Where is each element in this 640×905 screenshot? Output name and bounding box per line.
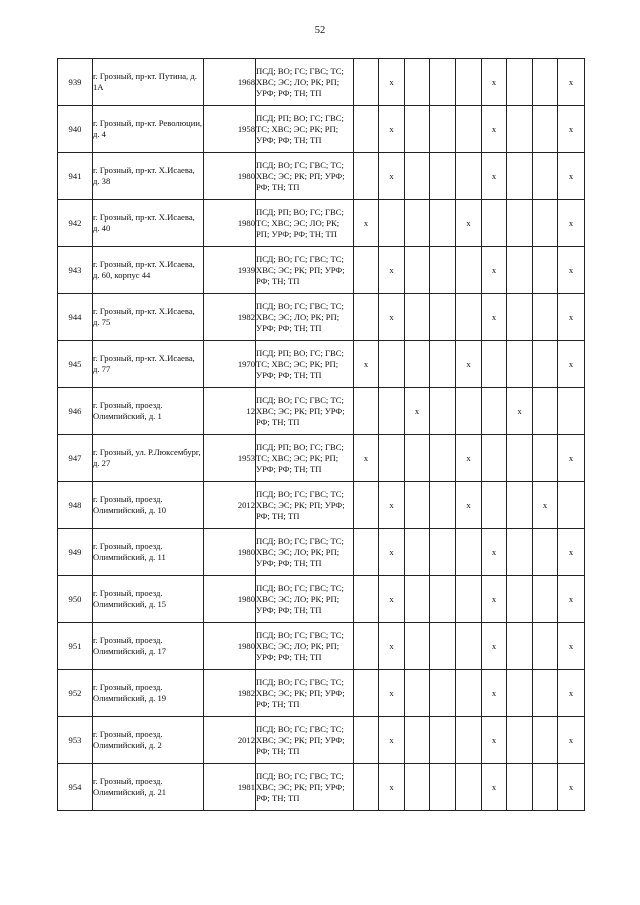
mark-cell: x [379, 529, 405, 576]
mark-cell [482, 200, 507, 247]
mark-cell [558, 482, 585, 529]
table-row [58, 106, 585, 153]
mark-cell [507, 435, 533, 482]
year-cell: 1981 [204, 764, 256, 811]
year-cell: 1970 [204, 341, 256, 388]
address-cell: г. Грозный, пр-кт. Х.Исаева, д. 75 [93, 294, 204, 341]
table-row [58, 435, 585, 482]
mark-cell: x [558, 529, 585, 576]
year-cell: 1968 [204, 59, 256, 106]
mark-cell: x [558, 764, 585, 811]
mark-cell: x [379, 623, 405, 670]
mark-cell [482, 388, 507, 435]
mark-cell [379, 200, 405, 247]
address-cell: г. Грозный, проезд. Олимпийский, д. 17 [93, 623, 204, 670]
mark-cell [533, 576, 558, 623]
mark-cell [405, 106, 430, 153]
mark-cell [507, 623, 533, 670]
mark-cell [430, 482, 456, 529]
row-number-cell: 942 [58, 200, 93, 247]
mark-cell: x [379, 717, 405, 764]
row-number-cell: 944 [58, 294, 93, 341]
mark-cell [354, 294, 379, 341]
mark-cell [354, 59, 379, 106]
year-cell: 12 [204, 388, 256, 435]
services-cell: ПСД; ВО; ГС; ГВС; ТС; ХВС; ЭС; РК; РП; УРФ; РФ; ТН; ТП [256, 764, 354, 811]
mark-cell [533, 764, 558, 811]
mark-cell [354, 247, 379, 294]
mark-cell [533, 106, 558, 153]
mark-cell: x [379, 482, 405, 529]
row-number-cell: 949 [58, 529, 93, 576]
address-cell: г. Грозный, проезд. Олимпийский, д. 11 [93, 529, 204, 576]
address-cell: г. Грозный, пр-кт. Путина, д. 1А [93, 59, 204, 106]
mark-cell: x [456, 341, 482, 388]
table-row [58, 529, 585, 576]
register-table [57, 58, 585, 811]
mark-cell [379, 341, 405, 388]
year-cell: 1958 [204, 106, 256, 153]
mark-cell: x [558, 106, 585, 153]
mark-cell [533, 435, 558, 482]
mark-cell [456, 623, 482, 670]
services-cell: ПСД; ВО; ГС; ГВС; ТС; ХВС; ЭС; РК; РП; УРФ; РФ; ТН; ТП [256, 717, 354, 764]
mark-cell [430, 717, 456, 764]
mark-cell [405, 529, 430, 576]
row-number-cell: 943 [58, 247, 93, 294]
mark-cell [430, 764, 456, 811]
services-cell: ПСД; ВО; ГС; ГВС; ТС; ХВС; ЭС; РК; РП; УРФ; РФ; ТН; ТП [256, 482, 354, 529]
mark-cell [533, 247, 558, 294]
row-number-cell: 948 [58, 482, 93, 529]
mark-cell: x [482, 576, 507, 623]
mark-cell: x [354, 341, 379, 388]
mark-cell [430, 153, 456, 200]
mark-cell [354, 106, 379, 153]
mark-cell [430, 435, 456, 482]
services-cell: ПСД; ВО; ГС; ГВС; ТС; ХВС; ЭС; РК; РП; УРФ; РФ; ТН; ТП [256, 153, 354, 200]
page-number: 52 [314, 25, 326, 36]
services-cell: ПСД; ВО; ГС; ГВС; ТС; ХВС; ЭС; ЛО; РК; РП; УРФ; РФ; ТН; ТП [256, 59, 354, 106]
mark-cell [533, 717, 558, 764]
mark-cell [456, 576, 482, 623]
mark-cell [533, 153, 558, 200]
mark-cell [354, 764, 379, 811]
row-number-cell: 945 [58, 341, 93, 388]
mark-cell: x [482, 59, 507, 106]
mark-cell [430, 388, 456, 435]
mark-cell: x [379, 294, 405, 341]
table-row [58, 294, 585, 341]
row-number-cell: 940 [58, 106, 93, 153]
mark-cell [430, 294, 456, 341]
mark-cell: x [379, 59, 405, 106]
table-body [58, 59, 585, 811]
mark-cell: x [482, 764, 507, 811]
mark-cell: x [558, 59, 585, 106]
mark-cell: x [482, 247, 507, 294]
row-number-cell: 951 [58, 623, 93, 670]
year-cell: 2012 [204, 717, 256, 764]
mark-cell [405, 482, 430, 529]
mark-cell: x [482, 623, 507, 670]
address-cell: г. Грозный, проезд. Олимпийский, д. 2 [93, 717, 204, 764]
mark-cell [482, 482, 507, 529]
mark-cell: x [379, 153, 405, 200]
mark-cell [456, 529, 482, 576]
mark-cell [430, 200, 456, 247]
mark-cell [507, 294, 533, 341]
table-row [58, 59, 585, 106]
services-cell: ПСД; ВО; ГС; ГВС; ТС; ХВС; ЭС; ЛО; РК; РП; УРФ; РФ; ТН; ТП [256, 529, 354, 576]
mark-cell [507, 200, 533, 247]
mark-cell [405, 670, 430, 717]
mark-cell: x [379, 576, 405, 623]
mark-cell [533, 341, 558, 388]
mark-cell [507, 153, 533, 200]
mark-cell [558, 388, 585, 435]
mark-cell [405, 200, 430, 247]
mark-cell: x [482, 670, 507, 717]
mark-cell [456, 717, 482, 764]
address-cell: г. Грозный, пр-кт. Х.Исаева, д. 40 [93, 200, 204, 247]
mark-cell [430, 576, 456, 623]
mark-cell [354, 717, 379, 764]
mark-cell [456, 59, 482, 106]
address-cell: г. Грозный, проезд. Олимпийский, д. 1 [93, 388, 204, 435]
mark-cell: x [558, 153, 585, 200]
services-cell: ПСД; ВО; ГС; ГВС; ТС; ХВС; ЭС; ЛО; РК; РП; УРФ; РФ; ТН; ТП [256, 623, 354, 670]
year-cell: 1980 [204, 529, 256, 576]
mark-cell [533, 623, 558, 670]
mark-cell [354, 576, 379, 623]
row-number-cell: 939 [58, 59, 93, 106]
mark-cell [430, 106, 456, 153]
mark-cell [507, 764, 533, 811]
mark-cell [405, 341, 430, 388]
row-number-cell: 954 [58, 764, 93, 811]
services-cell: ПСД; ВО; ГС; ГВС; ТС; ХВС; ЭС; РК; РП; УРФ; РФ; ТН; ТП [256, 670, 354, 717]
mark-cell [405, 764, 430, 811]
year-cell: 1980 [204, 623, 256, 670]
mark-cell: x [379, 764, 405, 811]
mark-cell [456, 247, 482, 294]
mark-cell: x [354, 200, 379, 247]
mark-cell [533, 59, 558, 106]
mark-cell [354, 529, 379, 576]
address-cell: г. Грозный, проезд. Олимпийский, д. 21 [93, 764, 204, 811]
mark-cell: x [456, 435, 482, 482]
mark-cell: x [558, 623, 585, 670]
mark-cell [354, 623, 379, 670]
row-number-cell: 953 [58, 717, 93, 764]
mark-cell: x [558, 200, 585, 247]
table-row [58, 482, 585, 529]
mark-cell [507, 482, 533, 529]
table-row [58, 717, 585, 764]
address-cell: г. Грозный, проезд. Олимпийский, д. 10 [93, 482, 204, 529]
year-cell: 1982 [204, 670, 256, 717]
mark-cell [405, 153, 430, 200]
mark-cell: x [558, 717, 585, 764]
mark-cell [354, 482, 379, 529]
year-cell: 1939 [204, 247, 256, 294]
mark-cell [430, 529, 456, 576]
services-cell: ПСД; РП; ВО; ГС; ГВС; ТС; ХВС; ЭС; РК; РП; УРФ; РФ; ТН; ТП [256, 435, 354, 482]
address-cell: г. Грозный, пр-кт. Революции, д. 4 [93, 106, 204, 153]
mark-cell [507, 529, 533, 576]
row-number-cell: 946 [58, 388, 93, 435]
table-row [58, 341, 585, 388]
table-row [58, 200, 585, 247]
year-cell: 1953 [204, 435, 256, 482]
mark-cell [405, 294, 430, 341]
mark-cell [430, 623, 456, 670]
mark-cell [533, 670, 558, 717]
row-number-cell: 947 [58, 435, 93, 482]
address-cell: г. Грозный, ул. Р.Люксембург, д. 27 [93, 435, 204, 482]
mark-cell: x [558, 435, 585, 482]
mark-cell: x [456, 482, 482, 529]
mark-cell [430, 341, 456, 388]
mark-cell [507, 341, 533, 388]
mark-cell: x [558, 670, 585, 717]
mark-cell: x [482, 153, 507, 200]
mark-cell [379, 388, 405, 435]
services-cell: ПСД; РП; ВО; ГС; ГВС; ТС; ХВС; ЭС; РК; РП; УРФ; РФ; ТН; ТП [256, 341, 354, 388]
mark-cell: x [405, 388, 430, 435]
mark-cell [354, 388, 379, 435]
address-cell: г. Грозный, пр-кт. Х.Исаева, д. 38 [93, 153, 204, 200]
mark-cell: x [558, 341, 585, 388]
year-cell: 1982 [204, 294, 256, 341]
services-cell: ПСД; РП; ВО; ГС; ГВС; ТС; ХВС; ЭС; РК; РП; УРФ; РФ; ТН; ТП [256, 106, 354, 153]
row-number-cell: 941 [58, 153, 93, 200]
mark-cell [533, 200, 558, 247]
address-cell: г. Грозный, проезд. Олимпийский, д. 15 [93, 576, 204, 623]
mark-cell: x [456, 200, 482, 247]
services-cell: ПСД; РП; ВО; ГС; ГВС; ТС; ХВС; ЭС; ЛО; РК; РП; УРФ; РФ; ТН; ТП [256, 200, 354, 247]
mark-cell: x [558, 247, 585, 294]
mark-cell [430, 59, 456, 106]
year-cell: 1980 [204, 576, 256, 623]
mark-cell [430, 247, 456, 294]
mark-cell: x [379, 106, 405, 153]
mark-cell: x [354, 435, 379, 482]
mark-cell [482, 341, 507, 388]
mark-cell: x [482, 294, 507, 341]
mark-cell [456, 670, 482, 717]
table-row [58, 247, 585, 294]
mark-cell [456, 106, 482, 153]
mark-cell [533, 388, 558, 435]
services-cell: ПСД; ВО; ГС; ГВС; ТС; ХВС; ЭС; ЛО; РК; РП; УРФ; РФ; ТН; ТП [256, 294, 354, 341]
mark-cell: x [558, 576, 585, 623]
services-cell: ПСД; ВО; ГС; ГВС; ТС; ХВС; ЭС; ЛО; РК; РП; УРФ; РФ; ТН; ТП [256, 576, 354, 623]
year-cell: 1980 [204, 200, 256, 247]
mark-cell [405, 576, 430, 623]
mark-cell [354, 670, 379, 717]
mark-cell: x [482, 529, 507, 576]
address-cell: г. Грозный, проезд. Олимпийский, д. 19 [93, 670, 204, 717]
mark-cell [405, 59, 430, 106]
mark-cell [533, 529, 558, 576]
mark-cell [456, 764, 482, 811]
table-row [58, 764, 585, 811]
mark-cell [507, 106, 533, 153]
address-cell: г. Грозный, пр-кт. Х.Исаева, д. 77 [93, 341, 204, 388]
mark-cell [456, 153, 482, 200]
year-cell: 1980 [204, 153, 256, 200]
mark-cell: x [379, 670, 405, 717]
mark-cell [405, 435, 430, 482]
table-row [58, 670, 585, 717]
mark-cell [405, 247, 430, 294]
mark-cell [379, 435, 405, 482]
mark-cell: x [507, 388, 533, 435]
mark-cell [482, 435, 507, 482]
mark-cell: x [533, 482, 558, 529]
services-cell: ПСД; ВО; ГС; ГВС; ТС; ХВС; ЭС; РК; РП; УРФ; РФ; ТН; ТП [256, 247, 354, 294]
mark-cell [507, 59, 533, 106]
table-row [58, 388, 585, 435]
mark-cell [507, 717, 533, 764]
mark-cell: x [558, 294, 585, 341]
address-cell: г. Грозный, пр-кт. Х.Исаева, д. 60, корпус 44 [93, 247, 204, 294]
mark-cell [507, 247, 533, 294]
mark-cell [405, 717, 430, 764]
year-cell: 2012 [204, 482, 256, 529]
mark-cell [405, 623, 430, 670]
mark-cell: x [482, 717, 507, 764]
mark-cell [430, 670, 456, 717]
mark-cell [507, 670, 533, 717]
row-number-cell: 950 [58, 576, 93, 623]
mark-cell [456, 294, 482, 341]
mark-cell [456, 388, 482, 435]
table-row [58, 623, 585, 670]
mark-cell [354, 153, 379, 200]
table-row [58, 576, 585, 623]
mark-cell: x [482, 106, 507, 153]
mark-cell [533, 294, 558, 341]
mark-cell: x [379, 247, 405, 294]
services-cell: ПСД; ВО; ГС; ГВС; ТС; ХВС; ЭС; РК; РП; УРФ; РФ; ТН; ТП [256, 388, 354, 435]
mark-cell [507, 576, 533, 623]
table-row [58, 153, 585, 200]
row-number-cell: 952 [58, 670, 93, 717]
